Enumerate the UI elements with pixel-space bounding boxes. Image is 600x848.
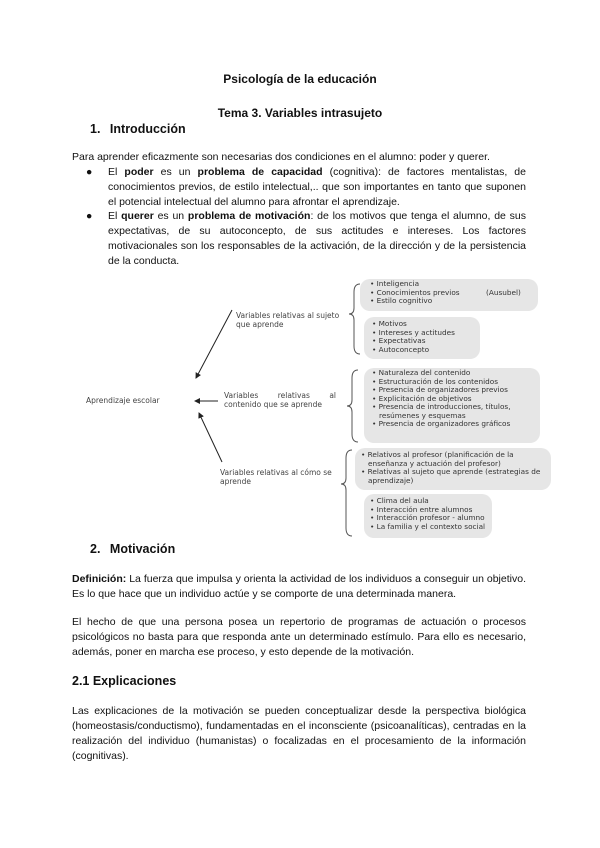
list-item: • Relativas al sujeto que aprende (estrategias de aprendizaje) <box>361 468 547 485</box>
arrow-var3 <box>199 413 222 462</box>
list-item: • La familia y el contexto social <box>370 523 485 532</box>
diagram-var-contenido: Variables relativas al contenido que se aprende <box>224 391 336 409</box>
list-item: • Autoconcepto <box>372 346 455 355</box>
box-clima <box>364 494 492 538</box>
document-subtitle: Tema 3. Variables intrasujeto <box>217 106 383 120</box>
keyword-poder: poder <box>124 166 154 178</box>
bullet-text: es un <box>153 166 198 178</box>
section-title: Motivación <box>109 542 176 556</box>
motivacion-parrafo: El hecho de que una persona posea un repertorio de programas de actuación o procesos psicológicos no basta para que responda ante un determinado estímulo. Para ello es necesario, además, poner en marcha ese proceso, y esto depende de la motivación. <box>72 616 526 658</box>
bullet-poder <box>86 165 526 210</box>
bullet-text: El <box>108 166 125 178</box>
diagram-root: Aprendizaje escolar <box>86 396 160 405</box>
box-motivacion <box>364 317 480 359</box>
box-capacidad <box>360 279 538 311</box>
section-number: 1. <box>90 122 101 136</box>
list-item: • Interacción entre alumnos <box>370 506 485 515</box>
diagram-var-como: Variables relativas al cómo se aprende <box>220 468 332 486</box>
list-item: • Presencia de introducciones, títulos, resúmenes y esquemas <box>372 403 534 420</box>
section-number: 2. <box>90 542 101 556</box>
list-item: • Presencia de organizadores previos <box>372 386 534 395</box>
list-item: • Motivos <box>372 320 455 329</box>
keyword-capacidad: problema de capacidad <box>197 166 323 178</box>
keyword-motivacion: problema de motivación <box>187 210 311 222</box>
section-heading-motivacion <box>90 542 175 556</box>
list-item: • Clima del aula <box>370 497 485 506</box>
box-contenido <box>364 368 540 443</box>
list-item: • Estructuración de los contenidos <box>372 378 534 387</box>
section-heading-introduccion <box>90 122 186 136</box>
intro-lead: Para aprender eficazmente son necesarias dos condiciones en el alumno: poder y querer. <box>72 151 490 163</box>
bullet-querer <box>86 209 526 269</box>
list-item: • Relativos al profesor (planificación de la enseñanza y actuación del profesor) <box>361 451 547 468</box>
keyword-querer: querer <box>121 210 154 222</box>
section-title: Introducción <box>109 122 186 136</box>
brace-var1 <box>349 284 360 354</box>
definition-text: La fuerza que impulsa y orienta la actividad de los individuos a conseguir un objetivo. Es lo que hace que un individuo actúe y se comporte de una determinada manera. <box>72 573 526 600</box>
box-profesor <box>355 448 551 490</box>
motivacion-definicion <box>72 572 526 602</box>
bullet-text: es un <box>153 210 188 222</box>
diagram-var-sujeto: Variables relativas al sujeto que aprende <box>236 311 340 329</box>
list-item: • Naturaleza del contenido <box>372 369 534 378</box>
brace-var2 <box>347 370 358 442</box>
list-item: • Intereses y actitudes <box>372 329 455 338</box>
document-title: Psicología de la educación <box>223 72 377 86</box>
list-item: • Conocimientos previos <box>370 289 460 298</box>
bullet-dot: ● <box>86 210 93 222</box>
ausubel-note: (Ausubel) <box>486 288 521 297</box>
list-item: • Estilo cognitivo <box>370 297 460 306</box>
bullet-text: : de los motivos que tenga el alumno, de sus expectativas, de su autoconcepto, de sus actitudes e intereses. Los factores motivacionales son los responsables de la activación, de la dirección y de la persistencia de la conducta. <box>108 210 526 267</box>
brace-var3 <box>341 450 352 536</box>
list-item: • Interacción profesor - alumno <box>370 514 485 523</box>
list-item: • Explicitación de objetivos <box>372 395 534 404</box>
list-item: • Presencia de organizadores gráficos <box>372 420 534 429</box>
arrow-var1 <box>196 310 232 378</box>
list-item: • Inteligencia <box>370 280 460 289</box>
bullet-text: El <box>108 210 122 222</box>
bullet-text: (cognitiva): de factores mentalistas, de conocimientos previos, de estilo intelectual,.. que son importantes en tanto que suponen el potencial intelectual del alumno para afrontar el aprendizaje. <box>108 166 526 208</box>
explicaciones-parrafo: Las explicaciones de la motivación se pueden conceptualizar desde la perspectiva biológica (homeostasis/conductismo), fundamentadas en el inconsciente (psicoanalíticas), centradas en la realización del individuo (humanistas) o focalizadas en el procesamiento de la información (cognitivas). <box>72 705 526 762</box>
definition-label: Definición: <box>72 573 127 585</box>
list-item: • Expectativas <box>372 337 455 346</box>
bullet-dot: ● <box>86 166 93 178</box>
section-heading-explicaciones: 2.1 Explicaciones <box>72 674 177 688</box>
